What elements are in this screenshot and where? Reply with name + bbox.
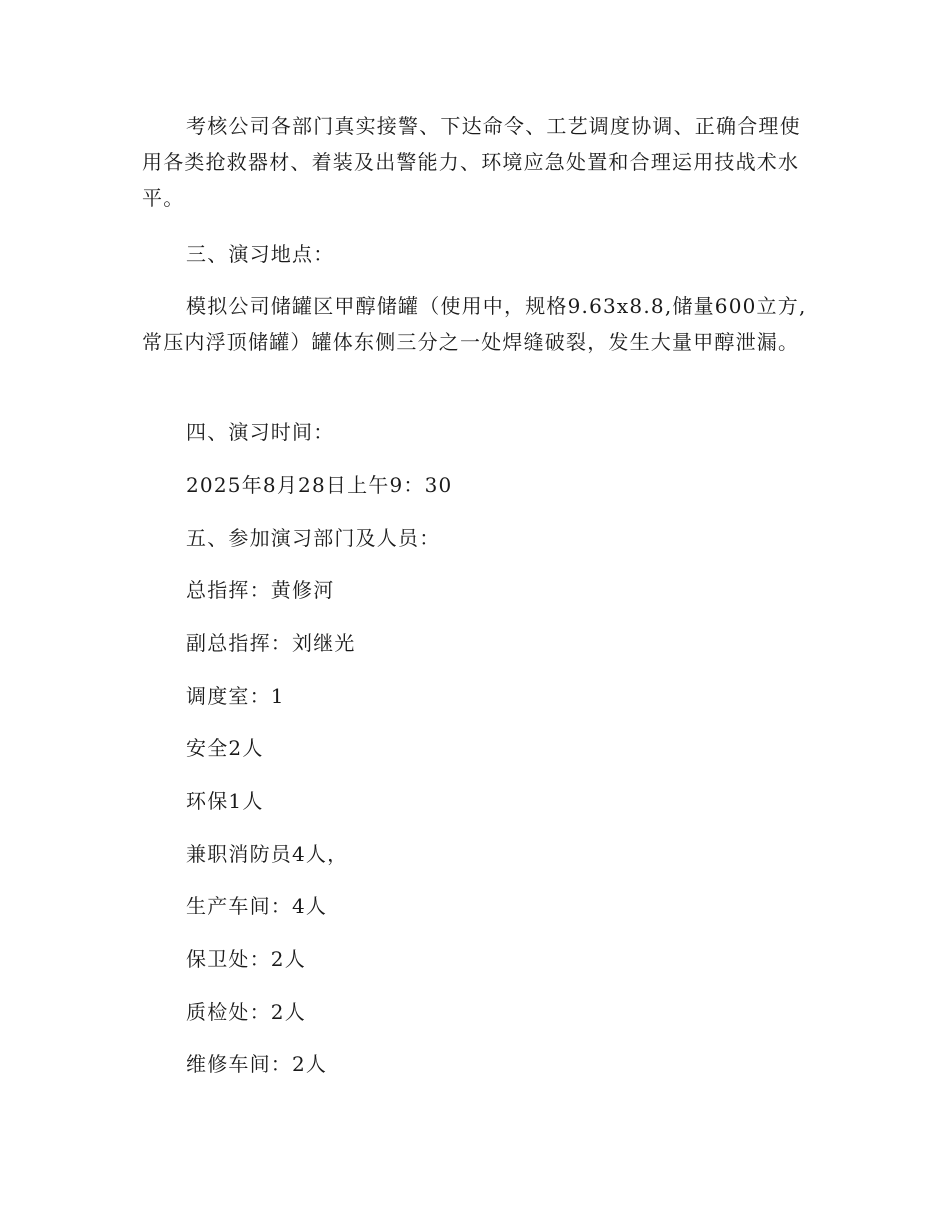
time-value: 2025年8月28日上午9：30 xyxy=(186,473,453,497)
heading-time: 四、演习时间： xyxy=(186,420,335,444)
heading-location: 三、演习地点： xyxy=(186,242,335,266)
paragraph-location: 模拟公司储罐区甲醇储罐（使用中，规格9.63x8.8,储量600立方,常压内浮顶储罐）罐体东侧三分之一处焊缝破裂，发生大量甲醇泄漏。 xyxy=(142,294,807,354)
heading-participants: 五、参加演习部门及人员： xyxy=(186,526,441,550)
participant-item: 环保1人 xyxy=(186,789,264,813)
participant-item: 副总指挥：刘继光 xyxy=(186,631,356,655)
paragraph-objective: 考核公司各部门真实接警、下达命令、工艺调度协调、正确合理使用各类抢救器材、着装及出警能力、环境应急处置和合理运用技战术水平。 xyxy=(142,114,801,210)
participant-item: 兼职消防员4人， xyxy=(186,842,349,866)
participant-item: 生产车间：4人 xyxy=(186,894,328,918)
participant-item: 调度室：1 xyxy=(186,684,285,708)
participant-item: 维修车间：2人 xyxy=(186,1052,328,1076)
participant-item: 质检处：2人 xyxy=(186,1000,306,1024)
participant-item: 保卫处：2人 xyxy=(186,947,306,971)
participant-item: 总指挥：黄修河 xyxy=(186,578,335,602)
participant-item: 安全2人 xyxy=(186,736,264,760)
